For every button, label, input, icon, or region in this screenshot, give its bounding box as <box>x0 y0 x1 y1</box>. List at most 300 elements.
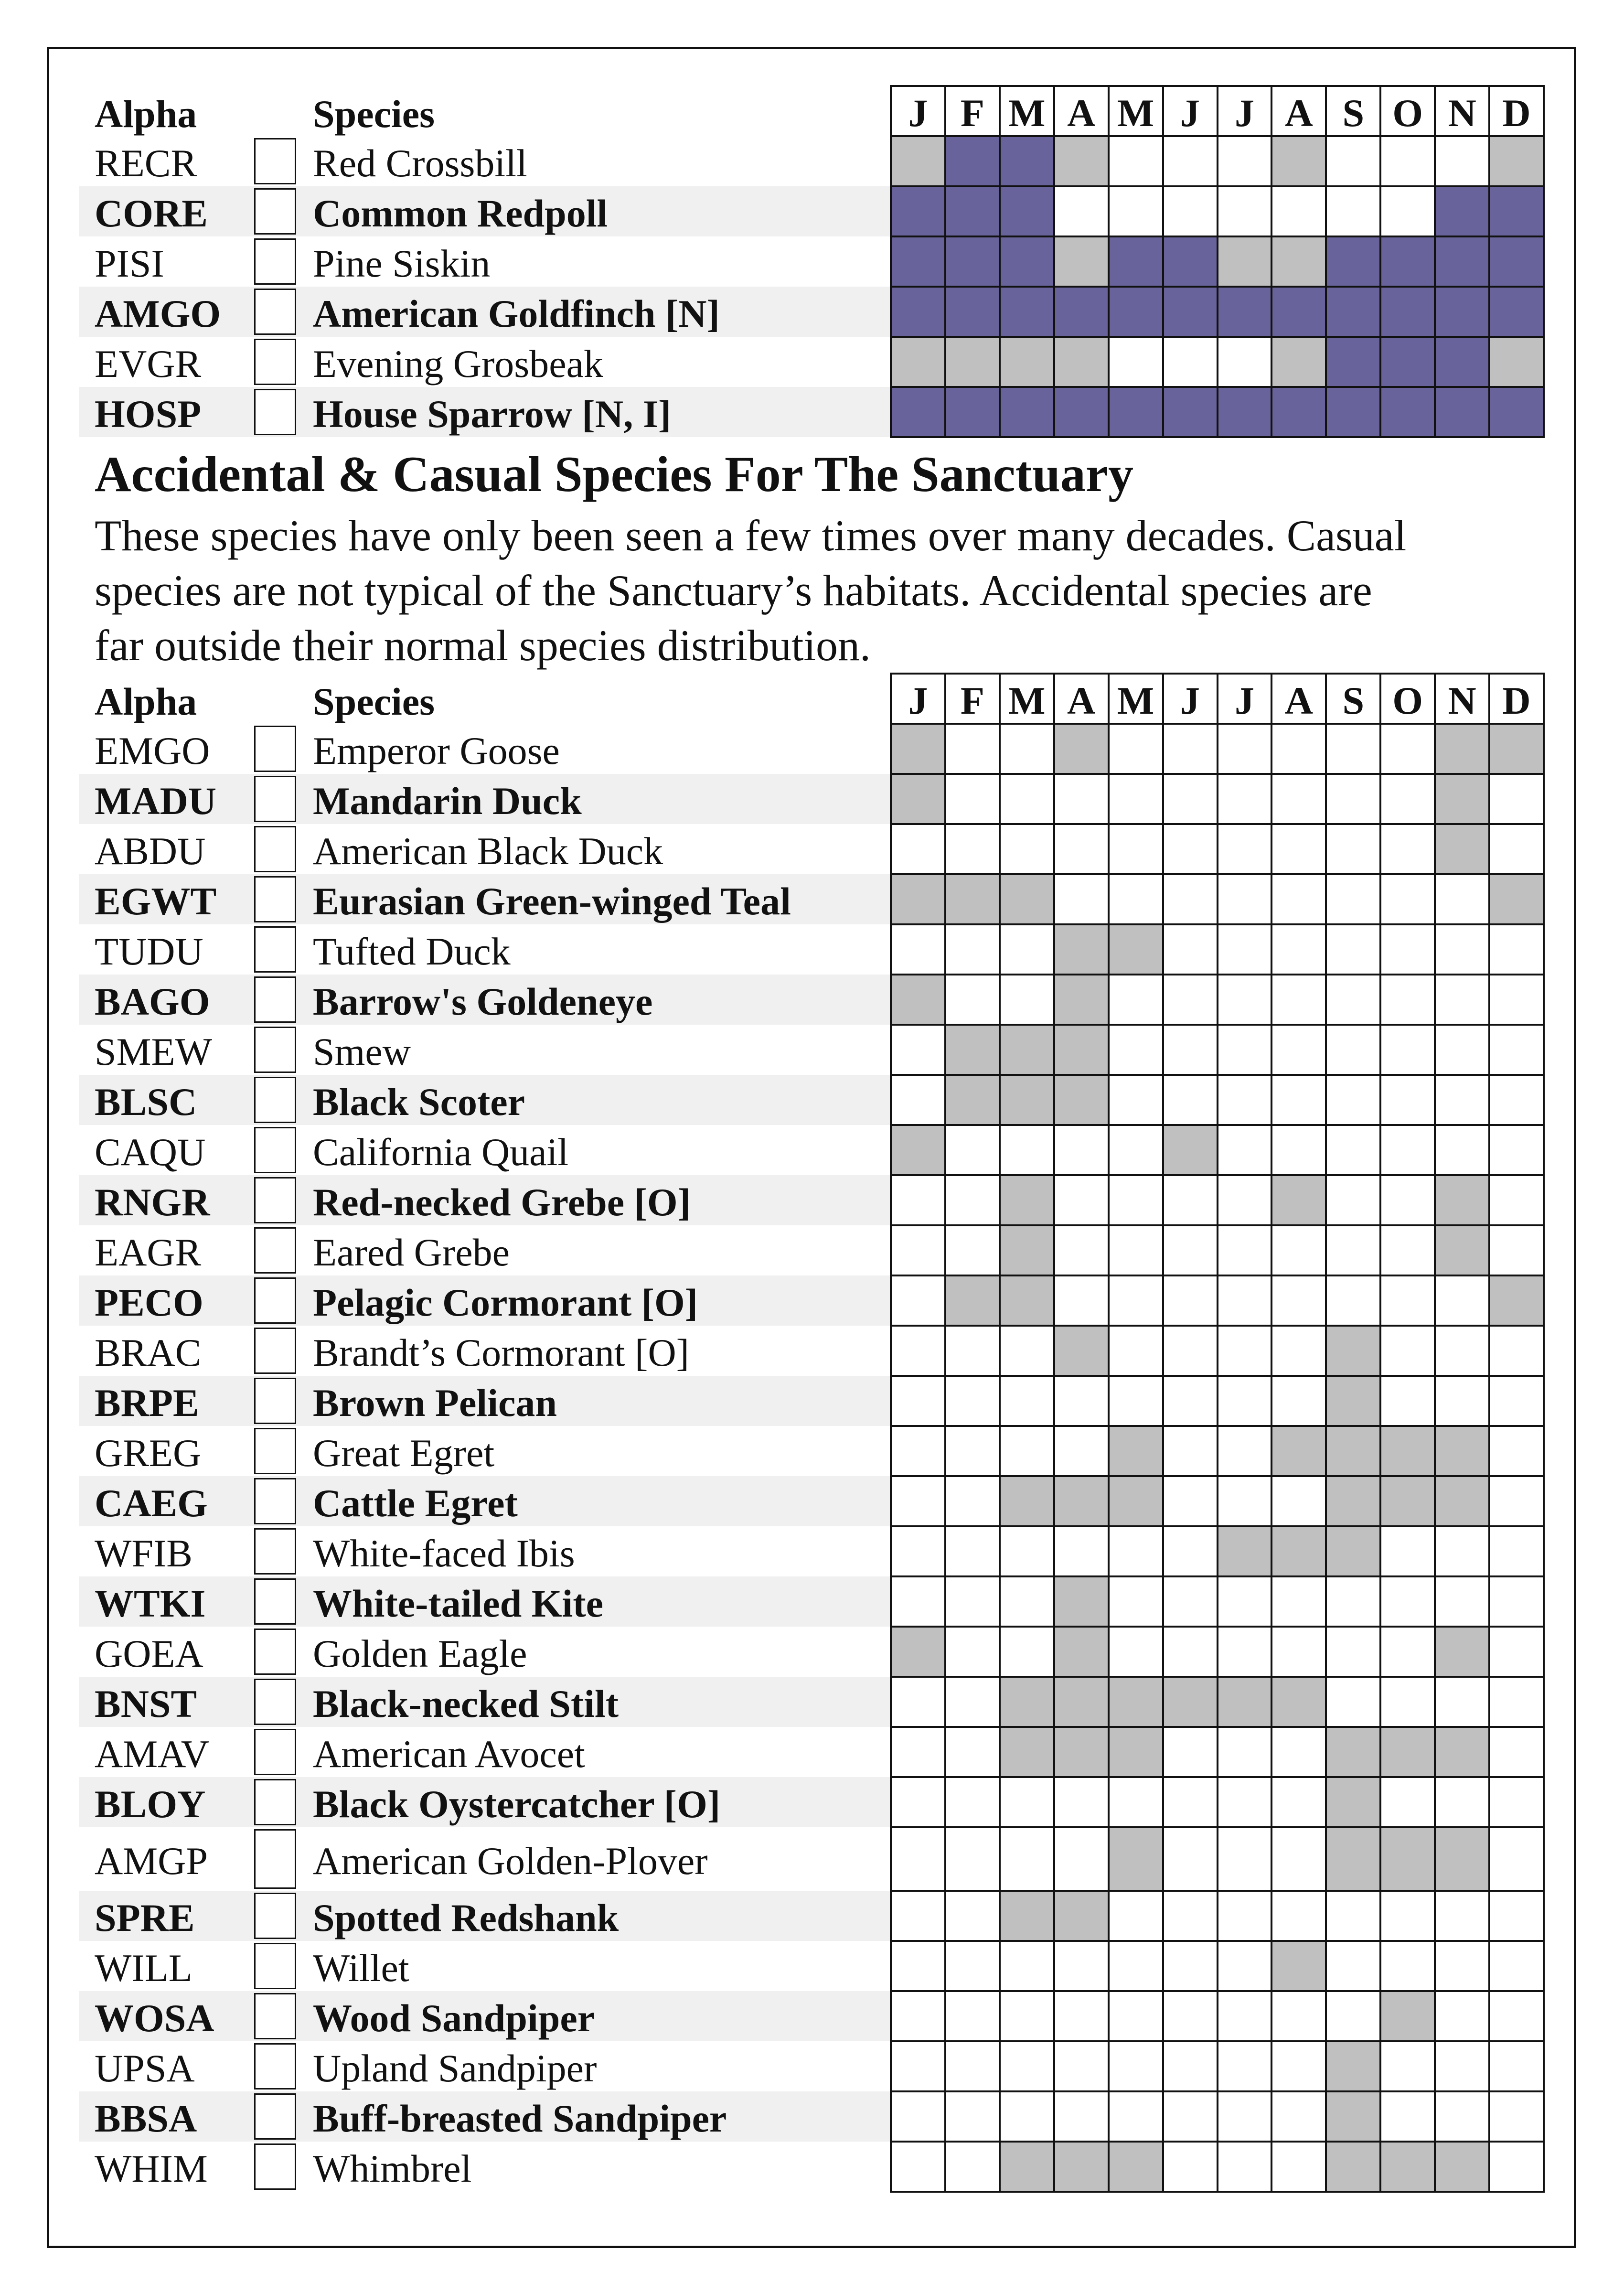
month-cell <box>1054 1576 1109 1627</box>
month-cell <box>1271 724 1326 774</box>
month-cell <box>1163 975 1218 1025</box>
month-header-4: A <box>1067 91 1096 135</box>
alpha-code: EGWT <box>95 879 217 923</box>
month-cell <box>1326 1677 1380 1727</box>
grid-line <box>890 2040 1545 2042</box>
month-header-8: A <box>1284 91 1313 135</box>
month-cell <box>1435 1827 1489 1891</box>
month-cell <box>1271 874 1326 924</box>
month-cell <box>891 236 945 287</box>
month-cell <box>1109 1677 1163 1727</box>
month-cell <box>891 1376 945 1426</box>
month-cell <box>1380 1777 1435 1827</box>
month-cell <box>1054 1627 1109 1677</box>
species-name: Upland Sandpiper <box>313 2046 597 2090</box>
month-cell <box>945 1576 1000 1627</box>
month-cell <box>1380 1941 1435 1991</box>
month-cell <box>891 824 945 874</box>
alpha-code: BNST <box>95 1682 197 1725</box>
species-name: Eurasian Green-winged Teal <box>313 879 791 923</box>
month-cell <box>1489 1376 1544 1426</box>
month-cell <box>1271 1576 1326 1627</box>
month-cell <box>891 2091 945 2142</box>
month-cell <box>1000 1225 1054 1275</box>
month-cell <box>1218 1376 1272 1426</box>
month-cell <box>1326 1476 1380 1526</box>
species-checkbox[interactable] <box>254 926 296 973</box>
month-cell <box>1163 1941 1218 1991</box>
month-cell <box>1380 387 1435 437</box>
month-cell <box>891 2142 945 2192</box>
month-cell <box>1380 1727 1435 1777</box>
species-checkbox[interactable] <box>254 1027 296 1073</box>
month-cell <box>945 1326 1000 1376</box>
species-name: Emperor Goose <box>313 729 560 772</box>
month-cell <box>1109 1225 1163 1275</box>
month-cell <box>1489 824 1544 874</box>
month-header-10: O <box>1392 679 1423 722</box>
month-header-4: A <box>1067 679 1096 722</box>
month-cell <box>1271 1627 1326 1677</box>
grid-line <box>890 1124 1545 1126</box>
month-cell <box>945 287 1000 337</box>
month-cell <box>891 774 945 824</box>
month-cell <box>1054 1991 1109 2041</box>
month-cell <box>945 1476 1000 1526</box>
month-cell <box>1109 236 1163 287</box>
month-cell <box>1489 1175 1544 1225</box>
month-cell <box>891 1025 945 1075</box>
species-checkbox[interactable] <box>254 2043 296 2089</box>
month-cell <box>1489 1326 1544 1376</box>
month-cell <box>1109 1025 1163 1075</box>
month-header-10: O <box>1392 91 1423 135</box>
month-cell <box>1271 1275 1326 1326</box>
month-cell <box>891 136 945 186</box>
grid-line <box>890 2141 1545 2143</box>
alpha-code: WFIB <box>95 1531 192 1575</box>
alpha-code: WOSA <box>95 1996 214 2040</box>
month-cell <box>1163 1891 1218 1941</box>
species-name: Black Scoter <box>313 1080 525 1124</box>
month-cell <box>1380 1526 1435 1576</box>
month-cell <box>1326 1891 1380 1941</box>
month-cell <box>945 824 1000 874</box>
month-cell <box>1109 1891 1163 1941</box>
month-cell <box>891 1426 945 1476</box>
month-cell <box>1218 824 1272 874</box>
grid-line <box>1488 86 1490 437</box>
species-checkbox[interactable] <box>254 1829 296 1889</box>
month-cell <box>1000 1125 1054 1175</box>
month-cell <box>1435 1677 1489 1727</box>
alpha-code: BRAC <box>95 1330 202 1374</box>
month-cell <box>1489 924 1544 975</box>
month-cell <box>1000 1777 1054 1827</box>
month-cell <box>1380 1991 1435 2041</box>
month-cell <box>1163 387 1218 437</box>
month-cell <box>1218 1727 1272 1777</box>
month-cell <box>1218 2041 1272 2091</box>
month-cell <box>1109 2142 1163 2192</box>
month-cell <box>1054 1275 1109 1326</box>
month-cell <box>891 287 945 337</box>
species-checkbox[interactable] <box>254 1277 296 1324</box>
species-checkbox[interactable] <box>254 339 296 385</box>
month-cell <box>1000 1576 1054 1627</box>
month-cell <box>1435 1326 1489 1376</box>
month-cell <box>1054 236 1109 287</box>
month-cell <box>1054 874 1109 924</box>
grid-line <box>890 1826 1545 1828</box>
month-header-12: D <box>1502 679 1531 722</box>
month-cell <box>1109 1526 1163 1576</box>
month-cell <box>1271 1025 1326 1075</box>
month-cell <box>1218 1677 1272 1727</box>
month-cell <box>891 186 945 236</box>
month-header-8: A <box>1284 679 1313 722</box>
alpha-code: UPSA <box>95 2046 195 2090</box>
species-checkbox[interactable] <box>254 1177 296 1223</box>
month-cell <box>1435 824 1489 874</box>
month-cell <box>945 1941 1000 1991</box>
month-cell <box>1380 1125 1435 1175</box>
species-checkbox[interactable] <box>254 1227 296 1274</box>
grid-line <box>890 1375 1545 1377</box>
month-cell <box>1380 337 1435 387</box>
month-cell <box>1218 774 1272 824</box>
month-cell <box>1271 774 1326 824</box>
month-cell <box>1326 287 1380 337</box>
alpha-code: PISI <box>95 241 164 285</box>
species-checkbox[interactable] <box>254 1679 296 1725</box>
month-cell <box>1326 337 1380 387</box>
month-cell <box>1271 1125 1326 1175</box>
month-cell <box>1054 1727 1109 1777</box>
species-checkbox[interactable] <box>254 726 296 772</box>
grid-line <box>890 1275 1545 1276</box>
alpha-code: SPRE <box>95 1896 195 1939</box>
species-checkbox[interactable] <box>254 138 296 184</box>
month-cell <box>1326 2142 1380 2192</box>
month-cell <box>1218 1891 1272 1941</box>
grid-line <box>1543 674 1545 2192</box>
month-cell <box>1489 186 1544 236</box>
month-cell <box>1109 2091 1163 2142</box>
alpha-code: EMGO <box>95 729 210 772</box>
month-cell <box>1054 387 1109 437</box>
month-cell <box>1435 1777 1489 1827</box>
month-cell <box>1218 387 1272 437</box>
species-checkbox[interactable] <box>254 1779 296 1825</box>
month-cell <box>1109 1827 1163 1891</box>
species-name: Golden Eagle <box>313 1631 527 1675</box>
month-cell <box>1489 1476 1544 1526</box>
month-cell <box>1054 824 1109 874</box>
month-cell <box>1163 1175 1218 1225</box>
month-cell <box>1435 1075 1489 1125</box>
month-cell <box>1000 186 1054 236</box>
month-cell <box>1326 1075 1380 1125</box>
species-name: American Black Duck <box>313 829 663 873</box>
month-cell <box>1489 1891 1544 1941</box>
species-checkbox[interactable] <box>254 1428 296 1474</box>
species-name: American Golden-Plover <box>313 1839 708 1883</box>
species-checkbox[interactable] <box>254 389 296 435</box>
month-cell <box>1435 1476 1489 1526</box>
species-checkbox[interactable] <box>254 289 296 335</box>
month-cell <box>1054 1326 1109 1376</box>
species-checkbox[interactable] <box>254 976 296 1023</box>
month-cell <box>1326 724 1380 774</box>
month-cell <box>945 924 1000 975</box>
alpha-code: RECR <box>95 141 197 185</box>
month-cell <box>1435 1941 1489 1991</box>
species-checkbox[interactable] <box>254 2093 296 2140</box>
month-cell <box>1163 924 1218 975</box>
month-cell <box>1109 2041 1163 2091</box>
month-cell <box>1163 1275 1218 1326</box>
month-cell <box>1380 1175 1435 1225</box>
species-checkbox[interactable] <box>254 1943 296 1989</box>
month-cell <box>891 874 945 924</box>
month-cell <box>1109 1175 1163 1225</box>
month-cell <box>1326 1627 1380 1677</box>
species-checkbox[interactable] <box>254 1077 296 1123</box>
month-cell <box>1489 2091 1544 2142</box>
month-cell <box>945 387 1000 437</box>
grid-line <box>1325 86 1327 437</box>
month-header-3: M <box>1008 679 1046 722</box>
month-cell <box>1326 1175 1380 1225</box>
month-cell <box>1163 337 1218 387</box>
month-cell <box>1163 1426 1218 1476</box>
month-cell <box>1218 1627 1272 1677</box>
month-cell <box>1218 2142 1272 2192</box>
month-cell <box>945 1677 1000 1727</box>
month-cell <box>1271 1941 1326 1991</box>
month-cell <box>1000 1025 1054 1075</box>
month-cell <box>1218 1025 1272 1075</box>
species-checkbox[interactable] <box>254 826 296 872</box>
month-cell <box>1163 2091 1218 2142</box>
month-cell <box>1163 1727 1218 1777</box>
month-cell <box>1489 1827 1544 1891</box>
month-cell <box>1435 1627 1489 1677</box>
month-cell <box>945 186 1000 236</box>
month-cell <box>1109 774 1163 824</box>
month-cell <box>1489 874 1544 924</box>
month-cell <box>1271 136 1326 186</box>
species-name: White-faced Ibis <box>313 1531 575 1575</box>
alpha-code: EAGR <box>95 1230 202 1274</box>
month-cell <box>1380 1075 1435 1125</box>
species-name: Brandt’s Cormorant [O] <box>313 1330 689 1374</box>
grid-line <box>890 1024 1545 1026</box>
month-cell <box>945 975 1000 1025</box>
species-checkbox[interactable] <box>254 776 296 822</box>
month-cell <box>1218 287 1272 337</box>
month-cell <box>1000 1727 1054 1777</box>
month-cell <box>1000 1941 1054 1991</box>
species-checkbox[interactable] <box>254 1378 296 1424</box>
species-name: White-tailed Kite <box>313 1581 604 1625</box>
month-header-5: M <box>1117 679 1154 722</box>
species-name: Black Oystercatcher [O] <box>313 1782 721 1826</box>
species-checkbox[interactable] <box>254 238 296 285</box>
month-cell <box>1435 1225 1489 1275</box>
month-cell <box>891 1777 945 1827</box>
alpha-code: EVGR <box>95 342 202 386</box>
month-cell <box>1380 1376 1435 1426</box>
month-cell <box>891 924 945 975</box>
month-cell <box>891 1526 945 1576</box>
month-cell <box>1163 1075 1218 1125</box>
column-header-species: Species <box>313 680 435 723</box>
species-name: Cattle Egret <box>313 1481 518 1525</box>
species-checkbox[interactable] <box>254 188 296 235</box>
month-cell <box>1380 975 1435 1025</box>
species-name: American Avocet <box>313 1732 585 1776</box>
month-cell <box>945 1627 1000 1677</box>
month-cell <box>1489 387 1544 437</box>
month-cell <box>1218 874 1272 924</box>
month-cell <box>1000 1075 1054 1125</box>
grid-line <box>890 1940 1545 1942</box>
month-cell <box>1435 337 1489 387</box>
month-cell <box>1218 724 1272 774</box>
alpha-code: BBSA <box>95 2096 197 2140</box>
month-cell <box>1163 1777 1218 1827</box>
month-cell <box>1435 1576 1489 1627</box>
species-name: American Goldfinch [N] <box>313 291 720 335</box>
month-cell <box>1109 975 1163 1025</box>
month-cell <box>1326 1576 1380 1627</box>
month-cell <box>1271 1225 1326 1275</box>
grid-line <box>890 1776 1545 1778</box>
species-checkbox[interactable] <box>254 1528 296 1575</box>
month-cell <box>1054 1025 1109 1075</box>
species-checkbox[interactable] <box>254 1629 296 1675</box>
month-cell <box>1109 1275 1163 1326</box>
month-cell <box>1054 724 1109 774</box>
month-cell <box>1326 387 1380 437</box>
month-cell <box>1109 1125 1163 1175</box>
month-cell <box>1489 136 1544 186</box>
grid-line <box>890 1525 1545 1527</box>
species-name: Common Redpoll <box>313 191 608 235</box>
month-cell <box>1109 1727 1163 1777</box>
month-cell <box>1000 924 1054 975</box>
month-cell <box>1435 1376 1489 1426</box>
species-checkbox[interactable] <box>254 1993 296 2039</box>
month-cell <box>1163 1526 1218 1576</box>
month-cell <box>1489 1941 1544 1991</box>
month-cell <box>1109 824 1163 874</box>
species-checkbox[interactable] <box>254 1478 296 1524</box>
species-checkbox[interactable] <box>254 1893 296 1939</box>
species-checkbox[interactable] <box>254 1729 296 1775</box>
grid-line <box>1325 674 1327 2192</box>
species-checkbox[interactable] <box>254 1578 296 1625</box>
month-cell <box>1489 2041 1544 2091</box>
month-header-1: J <box>908 679 928 722</box>
species-checkbox[interactable] <box>254 1328 296 1374</box>
alpha-code: AMAV <box>95 1732 209 1776</box>
month-cell <box>1054 1677 1109 1727</box>
species-checkbox[interactable] <box>254 2143 296 2190</box>
species-checkbox[interactable] <box>254 876 296 922</box>
month-cell <box>1218 337 1272 387</box>
month-cell <box>1054 1426 1109 1476</box>
month-cell <box>1000 975 1054 1025</box>
grid-line <box>1543 86 1545 437</box>
section-paragraph-line-2: species are not typical of the Sanctuary’s habitats. Accidental species are <box>95 566 1372 615</box>
month-cell <box>1109 1941 1163 1991</box>
month-cell <box>1218 1326 1272 1376</box>
month-cell <box>1163 824 1218 874</box>
month-cell <box>1380 1426 1435 1476</box>
month-cell <box>1054 1476 1109 1526</box>
grid-line <box>890 336 1545 338</box>
month-cell <box>1435 2091 1489 2142</box>
month-cell <box>891 1827 945 1891</box>
month-cell <box>1054 2041 1109 2091</box>
month-cell <box>1326 975 1380 1025</box>
month-cell <box>1380 1677 1435 1727</box>
section-title: Accidental & Casual Species For The Sanctuary <box>95 446 1133 502</box>
month-cell <box>945 1426 1000 1476</box>
month-cell <box>945 724 1000 774</box>
month-cell <box>1489 1677 1544 1727</box>
species-name: California Quail <box>313 1130 569 1174</box>
month-cell <box>1054 1075 1109 1125</box>
grid-line <box>890 1475 1545 1477</box>
month-cell <box>891 1225 945 1275</box>
month-cell <box>1435 1025 1489 1075</box>
month-cell <box>891 337 945 387</box>
month-cell <box>1435 387 1489 437</box>
alpha-code: BAGO <box>95 979 210 1023</box>
month-cell <box>891 1476 945 1526</box>
grid-line <box>944 86 946 437</box>
month-cell <box>1435 724 1489 774</box>
month-cell <box>945 1225 1000 1275</box>
month-cell <box>1218 1526 1272 1576</box>
month-cell <box>1380 186 1435 236</box>
month-cell <box>1218 924 1272 975</box>
month-cell <box>1489 1426 1544 1476</box>
month-cell <box>1271 1891 1326 1941</box>
month-cell <box>1271 1677 1326 1727</box>
month-cell <box>1326 1991 1380 2041</box>
month-cell <box>1271 236 1326 287</box>
month-cell <box>1218 1941 1272 1991</box>
month-cell <box>1271 824 1326 874</box>
month-cell <box>1326 924 1380 975</box>
month-cell <box>1489 1526 1544 1576</box>
month-cell <box>1326 774 1380 824</box>
month-cell <box>1271 1476 1326 1526</box>
month-cell <box>1000 874 1054 924</box>
grid-line <box>1379 86 1381 437</box>
month-cell <box>1489 287 1544 337</box>
species-checkbox[interactable] <box>254 1127 296 1173</box>
month-cell <box>891 1991 945 2041</box>
month-cell <box>1000 337 1054 387</box>
month-cell <box>1163 1677 1218 1727</box>
column-header-species: Species <box>313 92 435 136</box>
